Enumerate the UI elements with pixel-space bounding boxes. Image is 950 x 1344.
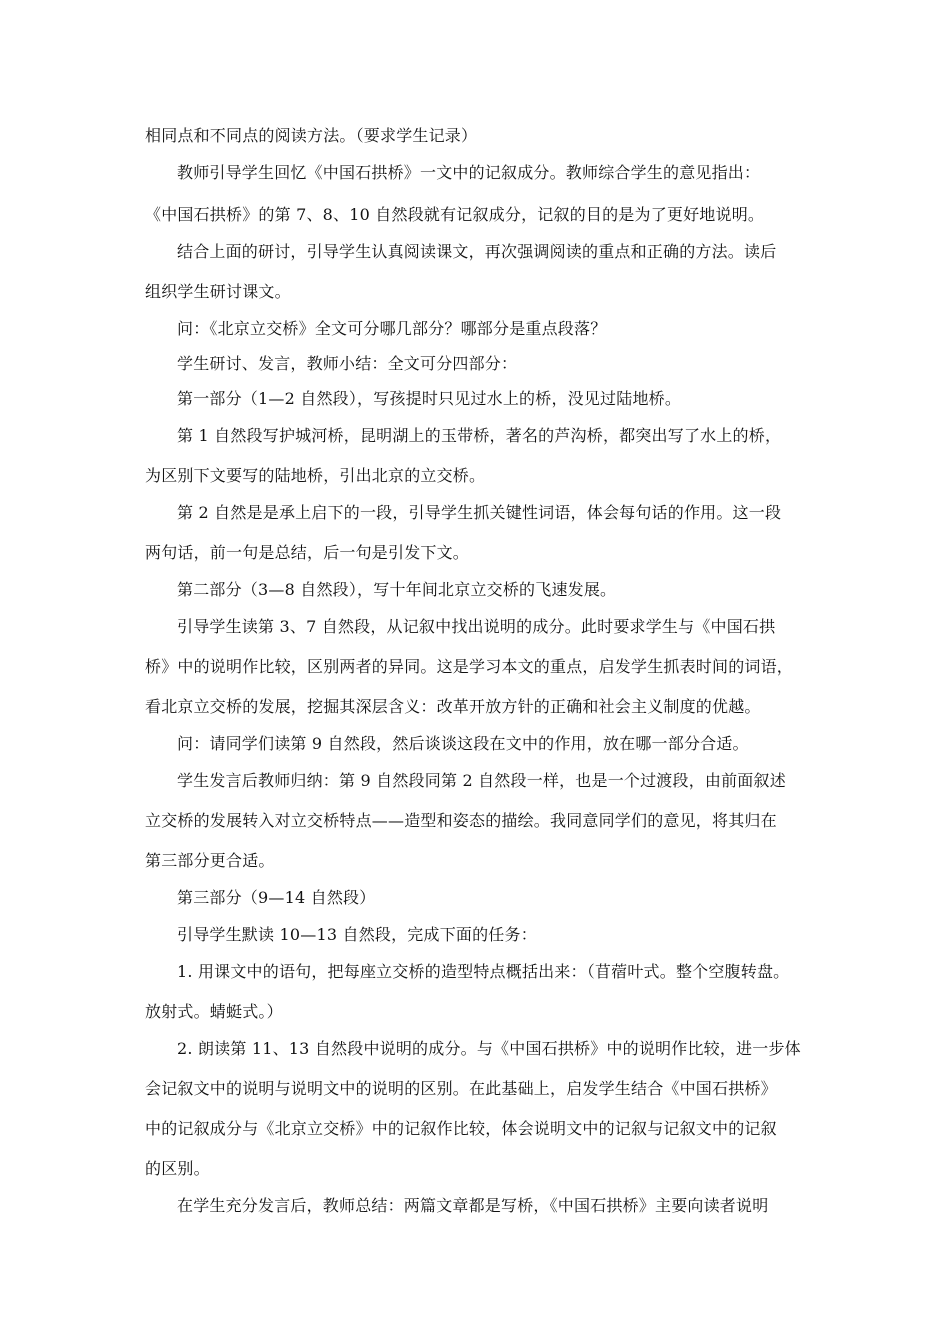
text-line-17: 问：请同学们读第 9 自然段，然后谈谈这段在文中的作用，放在哪一部分合适。 bbox=[177, 734, 749, 753]
text-line-26: 会记叙文中的说明与说明文中的说明的区别。在此基础上，启发学生结合《中国石拱桥》 bbox=[145, 1079, 777, 1098]
text-line-4: 结合上面的研讨，引导学生认真阅读课文，再次强调阅读的重点和正确的方法。读后 bbox=[177, 242, 777, 261]
text-line-23: 1. 用课文中的语句，把每座立交桥的造型特点概括出来：（苜蓿叶式。整个空腹转盘。 bbox=[177, 962, 790, 981]
text-line-29: 在学生充分发言后，教师总结：两篇文章都是写桥，《中国石拱桥》主要向读者说明 bbox=[177, 1196, 769, 1215]
text-line-2: 教师引导学生回忆《中国石拱桥》一文中的记叙成分。教师综合学生的意见指出： bbox=[177, 163, 761, 182]
text-line-3: 《中国石拱桥》的第 7、8、10 自然段就有记叙成分，记叙的目的是为了更好地说明。 bbox=[145, 205, 765, 224]
text-line-5: 组织学生研讨课文。 bbox=[145, 282, 291, 301]
text-line-6: 问：《北京立交桥》全文可分哪几部分？哪部分是重点段落？ bbox=[177, 319, 607, 338]
text-line-25: 2. 朗读第 11、13 自然段中说明的成分。与《中国石拱桥》中的说明作比较，进一步体 bbox=[177, 1039, 801, 1058]
text-line-16: 看北京立交桥的发展，挖掘其深层含义：改革开放方针的正确和社会主义制度的优越。 bbox=[145, 697, 761, 716]
text-line-28: 的区别。 bbox=[145, 1159, 210, 1178]
text-line-8: 第一部分（1—2 自然段），写孩提时只见过水上的桥，没见过陆地桥。 bbox=[177, 389, 682, 408]
text-line-22: 引导学生默读 10—13 自然段，完成下面的任务： bbox=[177, 925, 537, 944]
text-line-10: 为区别下文要写的陆地桥，引出北京的立交桥。 bbox=[145, 466, 486, 485]
text-line-21: 第三部分（9—14 自然段） bbox=[177, 888, 376, 907]
text-line-27: 中的记叙成分与《北京立交桥》中的记叙作比较，体会说明文中的记叙与记叙文中的记叙 bbox=[145, 1119, 777, 1138]
text-line-11: 第 2 自然是是承上启下的一段，引导学生抓关键性词语，体会每句话的作用。这一段 bbox=[177, 503, 782, 522]
text-line-19: 立交桥的发展转入对立交桥特点——造型和姿态的描绘。我同意同学们的意见，将其归在 bbox=[145, 811, 777, 830]
text-line-24: 放射式。蜻蜓式。） bbox=[145, 1002, 283, 1021]
text-line-20: 第三部分更合适。 bbox=[145, 851, 275, 870]
text-line-18: 学生发言后教师归纳：第 9 自然段同第 2 自然段一样，也是一个过渡段，由前面叙述 bbox=[177, 771, 786, 790]
text-line-13: 第二部分（3—8 自然段），写十年间北京立交桥的飞速发展。 bbox=[177, 580, 617, 599]
text-line-1: 相同点和不同点的阅读方法。（要求学生记录） bbox=[145, 126, 478, 145]
text-line-7: 学生研讨、发言，教师小结：全文可分四部分： bbox=[177, 354, 518, 373]
text-line-12: 两句话，前一句是总结，后一句是引发下文。 bbox=[145, 543, 470, 562]
text-line-15: 桥》中的说明作比较，区别两者的异同。这是学习本文的重点，启发学生抓表时间的词语， bbox=[145, 657, 794, 676]
text-line-9: 第 1 自然段写护城河桥，昆明湖上的玉带桥，著名的芦沟桥，都突出写了水上的桥， bbox=[177, 426, 782, 445]
text-line-14: 引导学生读第 3、7 自然段，从记叙中找出说明的成分。此时要求学生与《中国石拱 bbox=[177, 617, 776, 636]
